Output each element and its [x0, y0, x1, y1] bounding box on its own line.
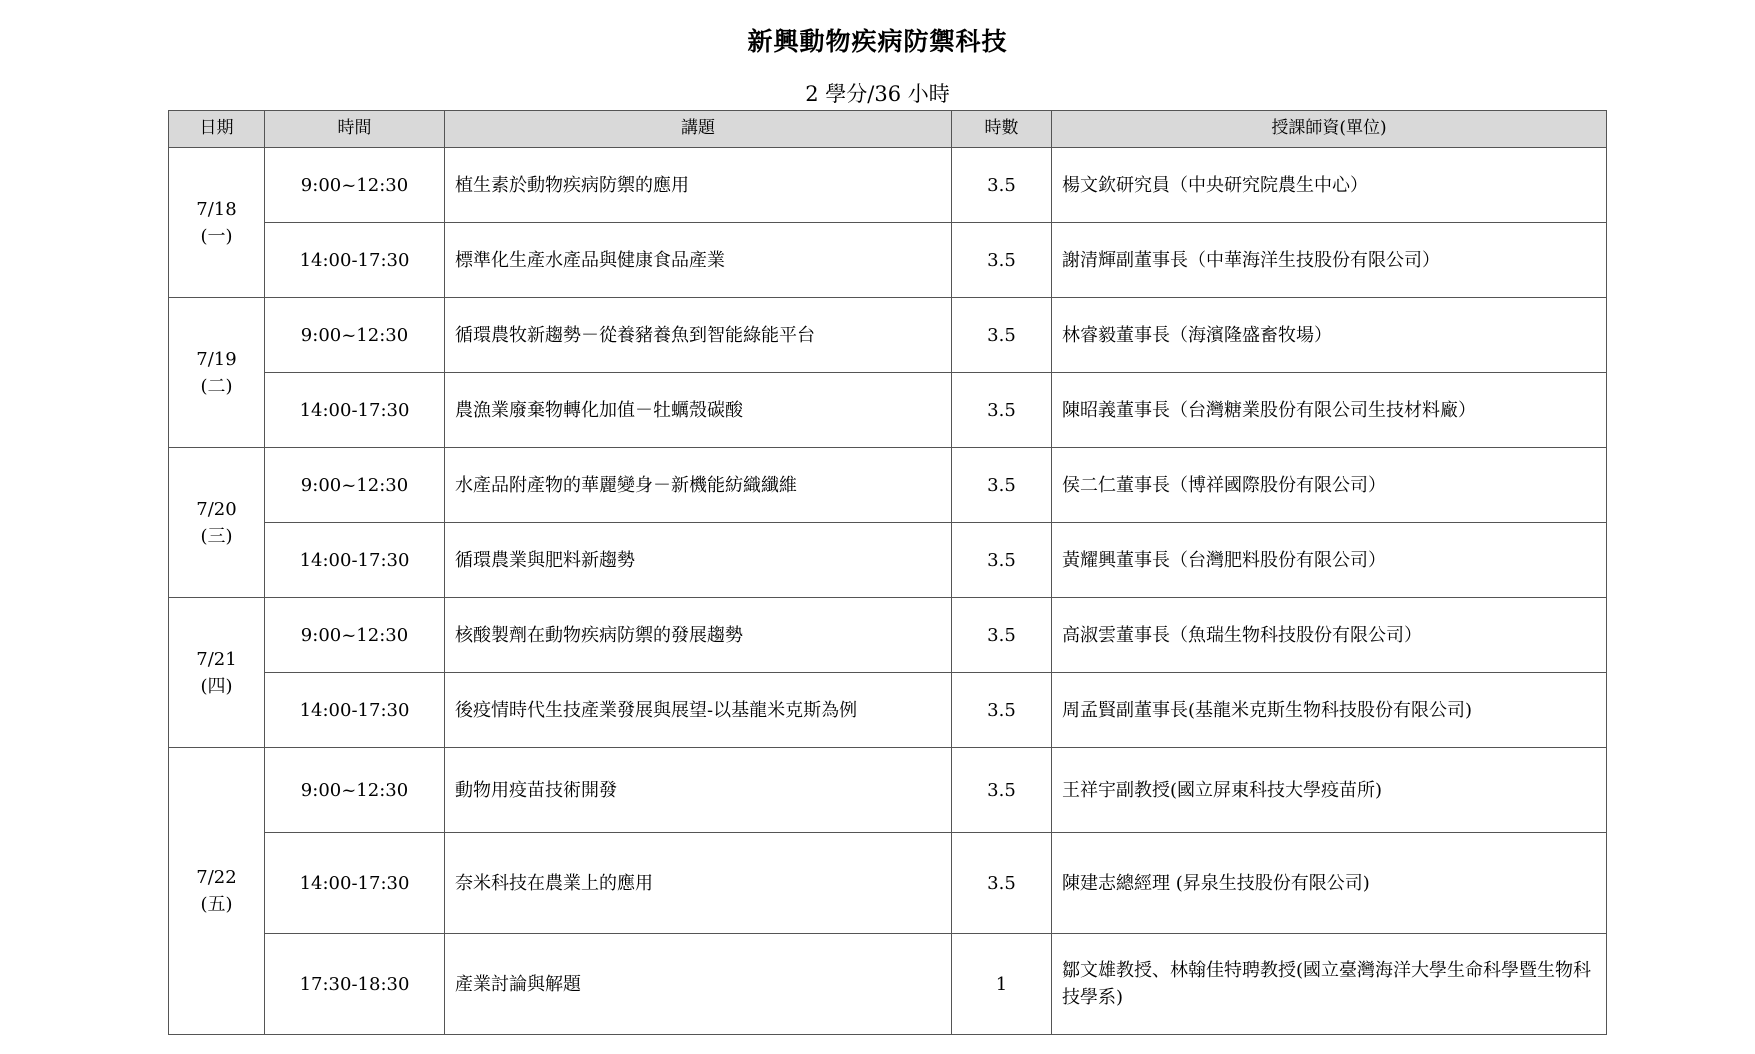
- topic-cell: 動物用疫苗技術開發: [445, 748, 952, 833]
- weekday-label: (二): [200, 375, 233, 397]
- date-label: 7/19: [196, 348, 237, 370]
- speaker-cell: 王祥宇副教授(國立屏東科技大學疫苗所): [1052, 748, 1607, 833]
- table-row: [169, 448, 1607, 523]
- speaker-cell: 黃耀興董事長（台灣肥料股份有限公司）: [1052, 523, 1607, 598]
- weekday-label: (五): [200, 894, 233, 915]
- header-hours: 時數: [952, 111, 1052, 148]
- speaker-cell: 周孟賢副董事長(基龍米克斯生物科技股份有限公司): [1052, 673, 1607, 748]
- date-cell: [169, 598, 265, 748]
- hours-cell: 3.5: [952, 673, 1052, 748]
- date-label: 7/22: [196, 867, 237, 888]
- topic-cell: 循環農業與肥料新趨勢: [445, 523, 952, 598]
- table-row: [169, 523, 1607, 598]
- time-cell: 9:00~12:30: [265, 748, 445, 833]
- table-row: [169, 833, 1607, 934]
- credit-info: 2 學分/36 小時: [805, 82, 950, 106]
- speaker-cell: 鄒文雄教授、林翰佳特聘教授(國立臺灣海洋大學生命科學暨生物科技學系): [1052, 934, 1607, 1035]
- table-row: [169, 673, 1607, 748]
- hours-cell: 3.5: [952, 523, 1052, 598]
- hours-cell: 3.5: [952, 448, 1052, 523]
- header-date: 日期: [169, 111, 265, 148]
- table-row: [169, 298, 1607, 373]
- date-label: 7/21: [196, 648, 237, 670]
- hours-cell: 3.5: [952, 223, 1052, 298]
- speaker-cell: 陳建志總經理 (昇泉生技股份有限公司): [1052, 833, 1607, 934]
- hours-cell: 3.5: [952, 833, 1052, 934]
- hours-cell: 3.5: [952, 373, 1052, 448]
- topic-cell: 標準化生產水產品與健康食品產業: [445, 223, 952, 298]
- date-label: 7/20: [196, 498, 237, 520]
- hours-cell: 3.5: [952, 598, 1052, 673]
- topic-cell: 奈米科技在農業上的應用: [445, 833, 952, 934]
- table-header-row: [169, 111, 1607, 148]
- table-row: [169, 934, 1607, 1035]
- speaker-cell: 侯二仁董事長（博祥國際股份有限公司）: [1052, 448, 1607, 523]
- speaker-cell: 謝清輝副董事長（中華海洋生技股份有限公司）: [1052, 223, 1607, 298]
- date-cell: [169, 148, 265, 298]
- time-cell: 17:30-18:30: [265, 934, 445, 1035]
- time-cell: 9:00~12:30: [265, 448, 445, 523]
- topic-cell: 植生素於動物疾病防禦的應用: [445, 148, 952, 223]
- weekday-label: (一): [200, 225, 233, 247]
- time-cell: 14:00-17:30: [265, 223, 445, 298]
- table-row: [169, 148, 1607, 223]
- topic-cell: 循環農牧新趨勢－從養豬養魚到智能綠能平台: [445, 298, 952, 373]
- time-cell: 14:00-17:30: [265, 833, 445, 934]
- time-cell: 14:00-17:30: [265, 373, 445, 448]
- speaker-cell: 林睿毅董事長（海濱隆盛畜牧場）: [1052, 298, 1607, 373]
- hours-cell: 3.5: [952, 148, 1052, 223]
- topic-cell: 農漁業廢棄物轉化加值－牡蠣殼碳酸: [445, 373, 952, 448]
- time-cell: 9:00~12:30: [265, 598, 445, 673]
- header-topic: 講題: [445, 111, 952, 148]
- date-cell: [169, 298, 265, 448]
- topic-cell: 產業討論與解題: [445, 934, 952, 1035]
- date-cell: [169, 448, 265, 598]
- speaker-cell: 楊文欽研究員（中央研究院農生中心）: [1052, 148, 1607, 223]
- time-cell: 14:00-17:30: [265, 673, 445, 748]
- page-title: 新興動物疾病防禦科技: [747, 27, 1008, 56]
- date-cell: [169, 748, 265, 1035]
- weekday-label: (四): [200, 675, 233, 697]
- topic-cell: 後疫情時代生技產業發展與展望-以基龍米克斯為例: [445, 673, 952, 748]
- table-row: [169, 223, 1607, 298]
- table-row: [169, 598, 1607, 673]
- table-row: [169, 373, 1607, 448]
- hours-cell: 3.5: [952, 298, 1052, 373]
- hours-cell: 3.5: [952, 748, 1052, 833]
- table-row: [169, 748, 1607, 833]
- weekday-label: (三): [200, 525, 233, 547]
- topic-cell: 水產品附產物的華麗變身－新機能紡織纖維: [445, 448, 952, 523]
- speaker-cell: 陳昭義董事長（台灣糖業股份有限公司生技材料廠）: [1052, 373, 1607, 448]
- topic-cell: 核酸製劑在動物疾病防禦的發展趨勢: [445, 598, 952, 673]
- time-cell: 14:00-17:30: [265, 523, 445, 598]
- hours-cell: 1: [952, 934, 1052, 1035]
- time-cell: 9:00~12:30: [265, 148, 445, 223]
- course-schedule-table: [168, 110, 1607, 1035]
- time-cell: 9:00~12:30: [265, 298, 445, 373]
- speaker-cell: 高淑雲董事長（魚瑞生物科技股份有限公司）: [1052, 598, 1607, 673]
- header-time: 時間: [265, 111, 445, 148]
- date-label: 7/18: [196, 198, 237, 220]
- header-speaker: 授課師資(單位): [1052, 111, 1607, 148]
